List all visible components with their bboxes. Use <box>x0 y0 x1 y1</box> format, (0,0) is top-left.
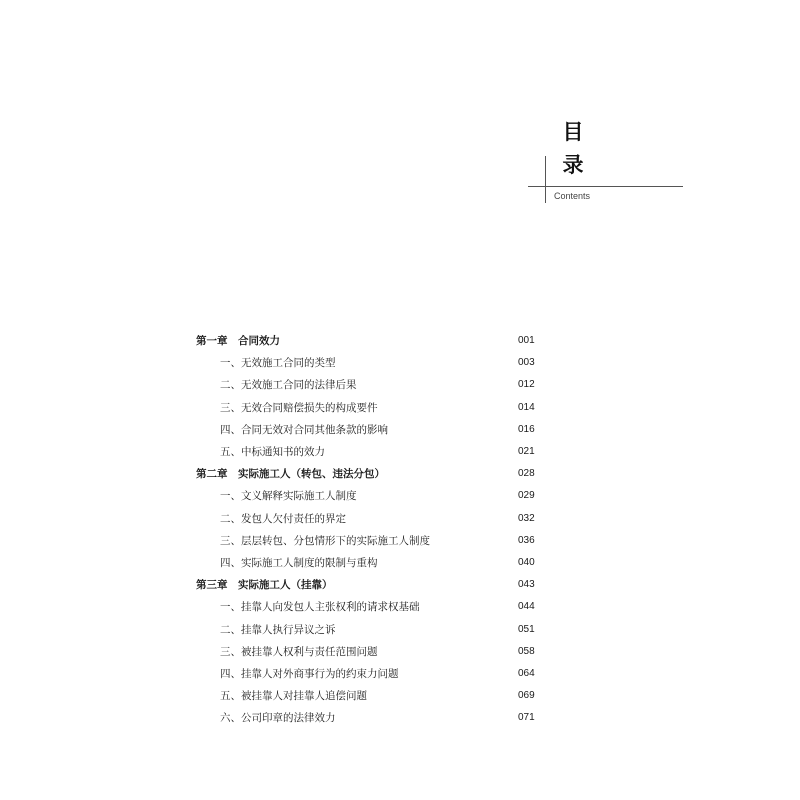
toc-section-row[interactable] <box>0 642 800 662</box>
toc-entry-label: 第三章 实际施工人（挂靠） <box>196 579 333 592</box>
toc-page-number: 069 <box>518 690 535 702</box>
toc-page-number: 036 <box>518 534 535 546</box>
toc-page-number: 014 <box>518 401 535 413</box>
toc-page-number: 032 <box>518 512 535 524</box>
toc-page-number: 029 <box>518 490 535 502</box>
toc-entry-label: 五、中标通知书的效力 <box>220 446 325 458</box>
toc-entry-label: 六、公司印章的法律效力 <box>220 712 336 725</box>
toc-section-row[interactable] <box>0 531 800 551</box>
toc-section-row[interactable] <box>0 353 800 373</box>
toc-entry-label: 一、文义解释实际施工人制度 <box>220 490 357 503</box>
toc-entry-label: 二、发包人欠付责任的界定 <box>220 512 346 525</box>
toc-entry-label: 五、被挂靠人对挂靠人追偿问题 <box>220 690 367 703</box>
toc-section-row[interactable] <box>0 708 800 728</box>
toc-entry-label: 三、被挂靠人权利与责任范围问题 <box>220 645 378 658</box>
title-char-mu: 目 <box>562 120 584 144</box>
toc-section-row[interactable] <box>0 486 800 506</box>
toc-page-number: 051 <box>518 623 535 635</box>
toc-entry-label: 三、无效合同赔偿损失的构成要件 <box>220 401 378 414</box>
toc-section-row[interactable] <box>0 420 800 440</box>
toc-page-number: 028 <box>518 468 535 480</box>
toc-entry-label: 第一章 合同效力 <box>196 335 280 347</box>
toc-entry-label: 四、合同无效对合同其他条款的影响 <box>220 423 388 436</box>
toc-page-number: 016 <box>518 423 535 435</box>
toc-page-number: 040 <box>518 557 535 568</box>
toc-section-row[interactable] <box>0 664 800 684</box>
toc-section-row[interactable] <box>0 620 800 640</box>
toc-page-number: 021 <box>518 446 535 457</box>
toc-entry-label: 一、挂靠人向发包人主张权利的请求权基础 <box>220 601 420 614</box>
toc-section-row[interactable] <box>0 597 800 617</box>
toc-entry-label: 一、无效施工合同的类型 <box>220 357 336 370</box>
toc-chapter-row[interactable] <box>0 331 800 351</box>
toc-section-row[interactable] <box>0 686 800 706</box>
toc-entry-label: 四、实际施工人制度的限制与重构 <box>220 557 378 569</box>
toc-page-number: 012 <box>518 379 535 391</box>
toc-section-row[interactable] <box>0 442 800 462</box>
contents-subtitle: Contents <box>554 191 591 201</box>
toc-section-row[interactable] <box>0 375 800 395</box>
toc-entry-label: 二、无效施工合同的法律后果 <box>220 379 357 392</box>
toc-section-row[interactable] <box>0 398 800 418</box>
toc-page-number: 003 <box>518 357 535 369</box>
toc-page-number: 044 <box>518 601 535 613</box>
toc-section-row[interactable] <box>0 509 800 529</box>
toc-entry-label: 四、挂靠人对外商事行为的约束力问题 <box>220 668 399 680</box>
toc-entry-label: 二、挂靠人执行异议之诉 <box>220 623 336 636</box>
toc-page-number: 001 <box>518 335 535 346</box>
toc-section-row[interactable] <box>0 553 800 573</box>
toc-page-number: 058 <box>518 645 535 657</box>
title-char-lu: 录 <box>562 153 584 177</box>
toc-page-number: 064 <box>518 668 535 679</box>
toc-chapter-row[interactable] <box>0 575 800 595</box>
toc-page-number: 071 <box>518 712 535 724</box>
toc-chapter-row[interactable] <box>0 464 800 484</box>
toc-entry-label: 三、层层转包、分包情形下的实际施工人制度 <box>220 534 430 547</box>
toc-page-number: 043 <box>518 579 535 591</box>
toc-entry-label: 第二章 实际施工人（转包、违法分包） <box>196 468 385 481</box>
